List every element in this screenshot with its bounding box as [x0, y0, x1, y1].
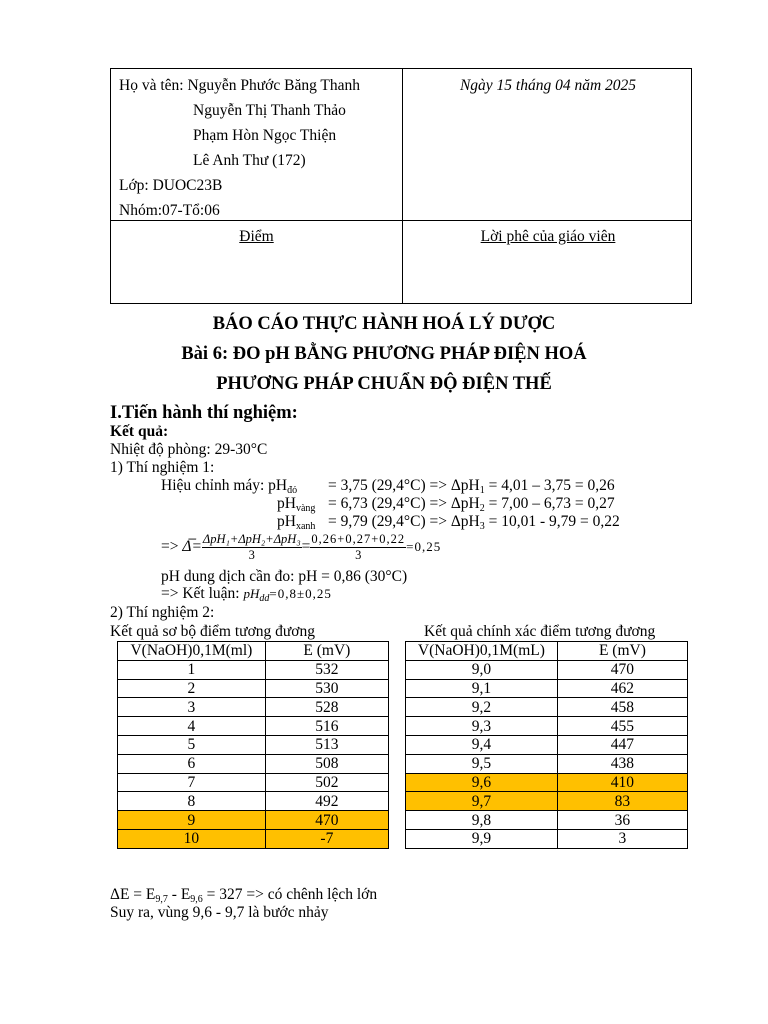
- potential-cell: 528: [265, 698, 388, 717]
- table-row: [118, 679, 389, 698]
- potential-cell: 462: [557, 679, 687, 698]
- volume-cell: 9,4: [406, 735, 558, 754]
- section-heading: I.Tiến hành thí nghiệm:: [110, 403, 298, 423]
- table-row: [406, 660, 688, 679]
- volume-cell: 10: [118, 829, 266, 848]
- column-header-volume: V(NaOH)0,1M(ml): [118, 642, 266, 661]
- table-header-row: [118, 642, 389, 661]
- potential-cell: 516: [265, 717, 388, 736]
- summary-line: Suy ra, vùng 9,6 - 9,7 là bước nhảy: [110, 904, 329, 921]
- table-row: [406, 792, 688, 811]
- potential-cell: 3: [557, 829, 687, 848]
- potential-cell: 508: [265, 754, 388, 773]
- potential-cell: 36: [557, 811, 687, 830]
- volume-cell: 9,9: [406, 829, 558, 848]
- experiment-2-label: 2) Thí nghiệm 2:: [110, 604, 215, 621]
- potential-cell: 513: [265, 735, 388, 754]
- table-row: [118, 698, 389, 717]
- potential-cell: 502: [265, 773, 388, 792]
- potential-cell: 83: [557, 792, 687, 811]
- member-3: Phạm Hòn Ngọc Thiện: [193, 127, 337, 144]
- table-row: [118, 829, 389, 848]
- potential-cell: 447: [557, 735, 687, 754]
- name-line: [119, 77, 360, 95]
- calibration-values-1: = 3,75 (29,4°C) => ΔpH$_1$ = 4,01 – 3,75 = 0,26: [328, 477, 615, 496]
- volume-cell: 9,3: [406, 717, 558, 736]
- header-divider-horizontal: [111, 220, 691, 221]
- volume-cell: 9,5: [406, 754, 558, 773]
- table-row: [406, 717, 688, 736]
- volume-cell: 9,6: [406, 773, 558, 792]
- table-row: [406, 773, 688, 792]
- average-values-fraction: $\frac{0,26+0,27+0,22}{3}$: [311, 531, 406, 562]
- potential-cell: 455: [557, 717, 687, 736]
- volume-cell: 2: [118, 679, 266, 698]
- volume-cell: 9,1: [406, 679, 558, 698]
- ph-measurement: pH dung dịch cần đo: pH = 0,86 (30°C): [161, 568, 408, 585]
- table-row: [118, 735, 389, 754]
- column-header-potential: E (mV): [557, 642, 687, 661]
- volume-cell: 1: [118, 660, 266, 679]
- delta-e-line: $\Delta E = E_{9,7} - E_{9,6} = 327$ => có chênh lệch lớn: [110, 886, 378, 905]
- volume-cell: 3: [118, 698, 266, 717]
- table-row: [118, 754, 389, 773]
- preliminary-equivalence-table: [117, 641, 389, 849]
- class-line: Lớp: DUOC23B: [119, 177, 223, 194]
- potential-cell: 438: [557, 754, 687, 773]
- average-result: =0,25: [406, 539, 442, 554]
- member-1: Nguyễn Phước Băng Thanh: [187, 77, 361, 94]
- report-date: Ngày 15 tháng 04 năm 2025: [459, 77, 637, 94]
- table-row: [406, 754, 688, 773]
- table-row: [406, 679, 688, 698]
- column-header-volume: V(NaOH)0,1M(mL): [406, 642, 558, 661]
- result-label: Kết quả:: [110, 423, 169, 440]
- score-label: Điểm: [239, 228, 274, 245]
- potential-cell: 410: [557, 773, 687, 792]
- table-row: [118, 773, 389, 792]
- volume-cell: 6: [118, 754, 266, 773]
- table2-caption: Kết quả chính xác điểm tương đương: [424, 623, 656, 640]
- table-row: [118, 792, 389, 811]
- potential-cell: -7: [265, 829, 388, 848]
- volume-cell: 8: [118, 792, 266, 811]
- table-row: [118, 660, 389, 679]
- average-formula: => Δ̅= $\frac{\text{ΔpH₁+ΔpH₂+ΔpH₃}}{3}$ = $\frac{0,26+0,27+0,22}{3}$ =0,25: [161, 531, 442, 562]
- volume-cell: 9: [118, 811, 266, 830]
- calibration-values-2: = 6,73 (29,4°C) => ΔpH$_2$ = 7,00 – 6,73 = 0,27: [328, 495, 615, 514]
- table1-caption: Kết quả sơ bộ điểm tương đương: [110, 623, 315, 640]
- table-header-row: [406, 642, 688, 661]
- volume-cell: 7: [118, 773, 266, 792]
- calibration-values-3: = 9,79 (29,4°C) => ΔpH$_3$ = 10,01 - 9,79 = 0,22: [328, 513, 620, 532]
- member-2: Nguyễn Thị Thanh Thảo: [193, 102, 346, 119]
- volume-cell: 9,8: [406, 811, 558, 830]
- header-divider-vertical: [402, 69, 403, 303]
- calibration-sub-1: đỏ: [287, 485, 298, 496]
- calibration-line-2: $pH_{vàng}$: [277, 495, 316, 514]
- report-title: BÁO CÁO THỰC HÀNH HOÁ LÝ DƯỢC: [212, 314, 556, 334]
- conclusion-value: =0,8±0,25: [269, 586, 332, 601]
- name-label: Họ và tên:: [119, 77, 184, 94]
- column-header-potential: E (mV): [265, 642, 388, 661]
- group-line: Nhóm:07-Tổ:06: [119, 202, 220, 219]
- potential-cell: 492: [265, 792, 388, 811]
- conclusion-line: => Kết luận: $pH_{dd}=0,8\pm 0,25$: [161, 585, 332, 604]
- lesson-title: Bài 6: ĐO pH BẰNG PHƯƠNG PHÁP ĐIỆN HOÁ: [181, 344, 587, 364]
- average-fraction: $\frac{\text{ΔpH₁+ΔpH₂+ΔpH₃}}{3}$: [202, 531, 301, 562]
- volume-cell: 9,2: [406, 698, 558, 717]
- teacher-comment-label: Lời phê của giáo viên: [480, 228, 616, 245]
- calibration-prefix: Hiệu chỉnh máy: pH: [161, 477, 288, 494]
- table-row: [406, 811, 688, 830]
- experiment-1-label: 1) Thí nghiệm 1:: [110, 459, 215, 476]
- average-symbol: Δ̅=: [182, 538, 202, 555]
- potential-cell: 458: [557, 698, 687, 717]
- volume-cell: 9,7: [406, 792, 558, 811]
- volume-cell: 5: [118, 735, 266, 754]
- table-row: [406, 735, 688, 754]
- precise-equivalence-table: [405, 641, 688, 849]
- potential-cell: 470: [265, 811, 388, 830]
- volume-cell: 4: [118, 717, 266, 736]
- potential-cell: 470: [557, 660, 687, 679]
- member-4: Lê Anh Thư (172): [193, 152, 306, 169]
- method-title: PHƯƠNG PHÁP CHUẨN ĐỘ ĐIỆN THẾ: [216, 374, 552, 394]
- potential-cell: 530: [265, 679, 388, 698]
- potential-cell: 532: [265, 660, 388, 679]
- header-box: [110, 68, 692, 304]
- table-row: [406, 698, 688, 717]
- volume-cell: 9,0: [406, 660, 558, 679]
- room-temperature: Nhiệt độ phòng: 29-30°C: [110, 441, 268, 458]
- calibration-line-3: $pH_{xanh}$: [277, 513, 316, 532]
- table-row: [406, 829, 688, 848]
- table-row: [118, 717, 389, 736]
- table-row: [118, 811, 389, 830]
